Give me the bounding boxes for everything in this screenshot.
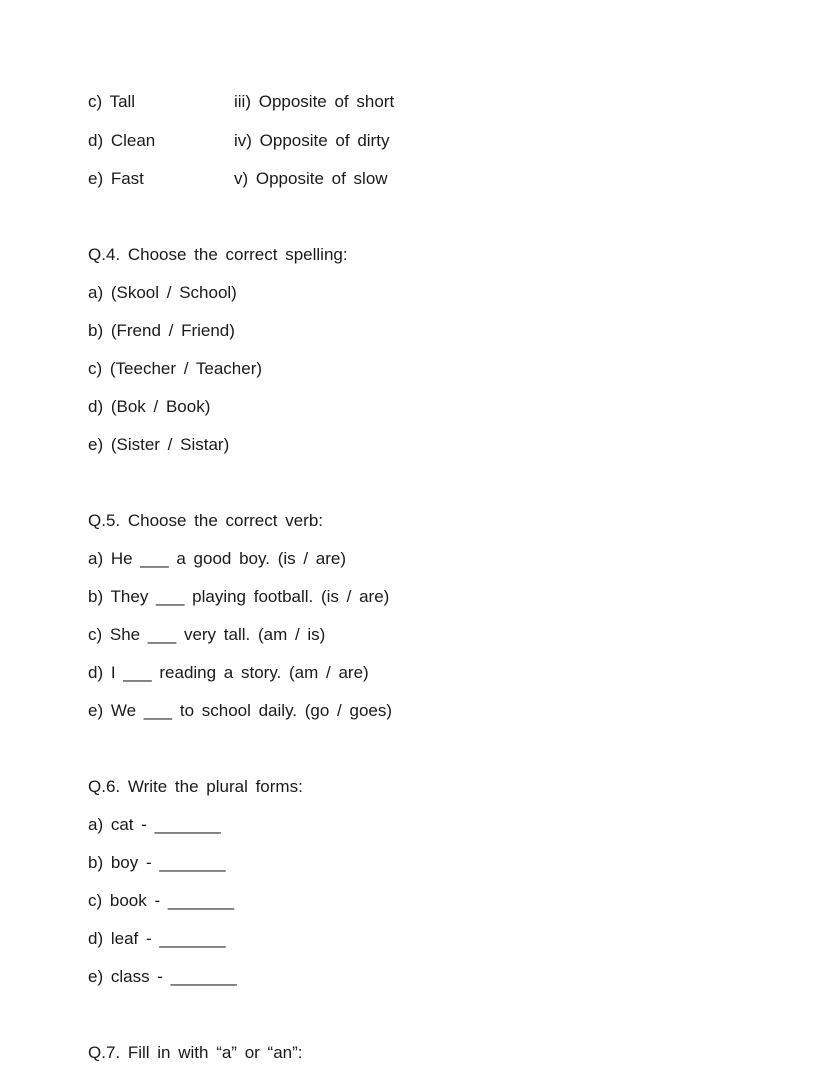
list-item: c) She ___ very tall. (am / is)	[88, 625, 326, 644]
list-item: b) They ___ playing football. (is / are)	[88, 587, 390, 606]
list-item: d) leaf - _______	[88, 929, 226, 948]
question-title-q7: Q.7. Fill in with “a” or “an”:	[88, 1043, 303, 1062]
list-item: e) We ___ to school daily. (go / goes)	[88, 701, 393, 720]
question-title-q5: Q.5. Choose the correct verb:	[88, 511, 323, 530]
matching-right: v) Opposite of slow	[234, 169, 388, 188]
list-item: a) He ___ a good boy. (is / are)	[88, 549, 347, 568]
matching-right: iv) Opposite of dirty	[234, 131, 390, 150]
list-item: b) boy - _______	[88, 853, 226, 872]
matching-left: c) Tall	[88, 92, 136, 111]
list-item: b) (Frend / Friend)	[88, 321, 235, 340]
list-item: e) class - _______	[88, 967, 237, 986]
list-item: c) book - _______	[88, 891, 235, 910]
list-item: c) (Teecher / Teacher)	[88, 359, 263, 378]
matching-left: d) Clean	[88, 131, 156, 150]
list-item: a) (Skool / School)	[88, 283, 237, 302]
list-item: d) I ___ reading a story. (am / are)	[88, 663, 369, 682]
list-item: a) cat - _______	[88, 815, 221, 834]
list-item: e) (Sister / Sistar)	[88, 435, 230, 454]
matching-right: iii) Opposite of short	[234, 92, 395, 111]
question-title-q6: Q.6. Write the plural forms:	[88, 777, 303, 796]
question-title-q4: Q.4. Choose the correct spelling:	[88, 245, 348, 264]
matching-left: e) Fast	[88, 169, 144, 188]
list-item: d) (Bok / Book)	[88, 397, 211, 416]
